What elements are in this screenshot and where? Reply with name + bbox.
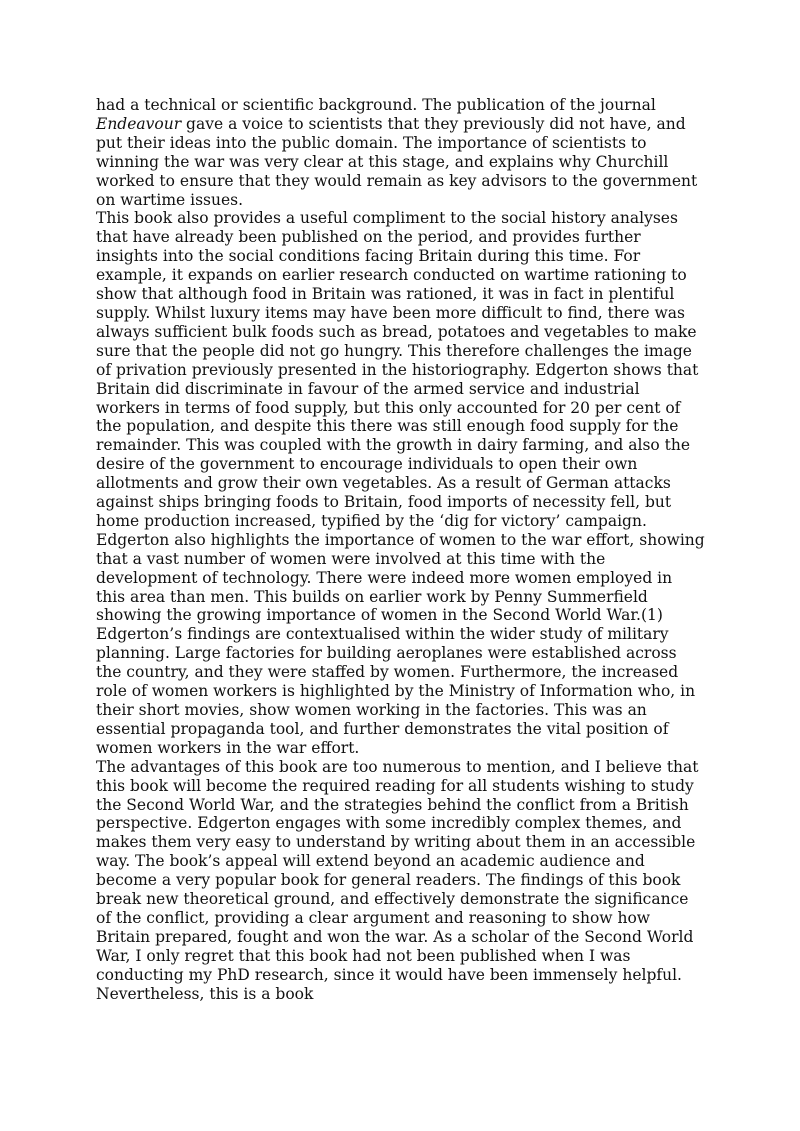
paragraph-advantages: The advantages of this book are too numerous to mention, and I believe that this book will become the required reading for all students wishing to study the Second World War, and the strategies behind the conflict from a British perspective. Edgerton engages with some incredibly complex themes, and makes them very easy to understand by writing about them in an accessible way. The book’s appeal will extend beyond an academic audience and become a very popular book for general readers. The findings of this book break new theoretical ground, and effectively demonstrate the significance of the conflict, providing a clear argument and reasoning to show how Britain prepared, fought and won the war. As a scholar of the Second World War, I only regret that this book had not been published when I was conducting my PhD research, since it would have been immensely helpful. Nevertheless, this is a book — [96, 757, 699, 1003]
paragraph-text: had a technical or scientific background. The publication of the journal — [96, 96, 656, 114]
journal-title: Endeavour — [96, 114, 182, 133]
paragraph-text: gave a voice to scientists that they previously did not have, and put their ideas into the public domain. The importance of scientists to winning the war was very clear at this stage, and explains why Churchill worked to ensure that they would remain as key advisors to the government on wartime issues. — [96, 114, 698, 209]
document-page — [96, 96, 706, 1004]
paragraph-endeavour — [96, 96, 706, 209]
paragraph-women-war-effort: Edgerton also highlights the importance of women to the war effort, showing that a vast number of women were involved at this time with the development of technology. There were indeed more women employed in this area than men. This builds on earlier work by Penny Summerfield showing the growing importance of women in the Second World War.(1) Edgerton’s findings are contextualised within the wider study of military planning. Large factories for building aeroplanes were established across the country, and they were staffed by women. Furthermore, the increased role of women workers is highlighted by the Ministry of Information who, in their short movies, show women working in the factories. This was an essential propaganda tool, and further demonstrates the vital position of women workers in the war effort. — [96, 530, 705, 757]
paragraph-social-history: This book also provides a useful compliment to the social history analyses that have already been published on the period, and provides further insights into the social conditions facing Britain during this time. For example, it expands on earlier research conducted on wartime rationing to show that although food in Britain was rationed, it was in fact in plentiful supply. Whilst luxury items may have been more difficult to find, there was always sufficient bulk foods such as bread, potatoes and vegetables to make sure that the people did not go hungry. This therefore challenges the image of privation previously presented in the historiography. Edgerton shows that Britain did discriminate in favour of the armed service and industrial workers in terms of food supply, but this only accounted for 20 per cent of the population, and despite this there was still enough food supply for the remainder. This was coupled with the growth in dairy farming, and also the desire of the government to encourage individuals to open their own allotments and grow their own vegetables. As a result of German attacks against ships bringing foods to Britain, food imports of necessity fell, but home production increased, typified by the ‘dig for victory’ campaign. — [96, 209, 699, 530]
